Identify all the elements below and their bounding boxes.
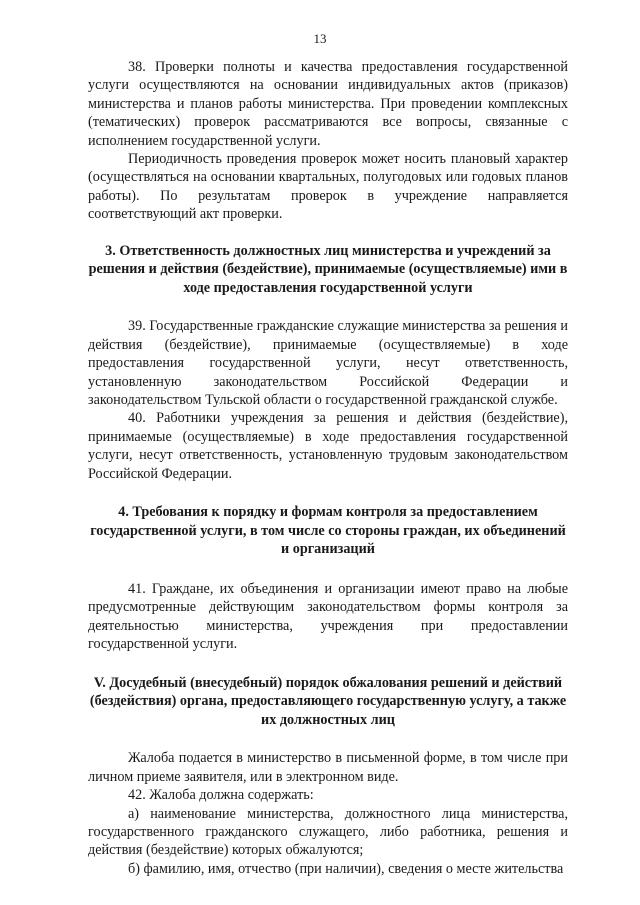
section-heading-4: 4. Требования к порядку и формам контроля за предоставлением государственной услуги, в том числе со стороны граждан, их объединений и организаций — [90, 504, 566, 558]
page-number: 13 — [313, 31, 327, 46]
paragraph-38-periodicity: Периодичность проведения проверок может носить плановый характер (осуществляться на основании квартальных, полугодовых или годовых планов работы). По результатам проверок в учреждение направляется соответствующий акт проверки. — [88, 151, 568, 223]
paragraph-42-b: б) фамилию, имя, отчество (при наличии), сведения о месте жительства — [128, 860, 564, 877]
section-heading-3: 3. Ответственность должностных лиц министерства и учреждений за решения и действия (бездействие), принимаемые (осуществляемые) ими в ходе предоставления государственной услуги — [88, 242, 568, 296]
paragraph-42: 42. Жалоба должна содержать: — [128, 787, 314, 804]
paragraph-40: 40. Работники учреждения за решения и действия (бездействие), принимаемые (осуществляемые) в ходе предоставления государственной услуги, несут ответственность, установленную трудовым законодательством Российской Федерации. — [88, 410, 568, 482]
paragraph-complaint: Жалоба подается в министерство в письменной форме, в том числе при личном приеме заявителя, или в электронном виде. — [88, 750, 568, 785]
paragraph-41: 41. Граждане, их объединения и организации имеют право на любые предусмотренные действующим законодательством формы контроля за деятельностью министерства, учреждения при предоставлении государственной услуги. — [88, 580, 568, 653]
paragraph-39: 39. Государственные гражданские служащие министерства за решения и действия (бездействие), принимаемые (осуществляемые) в ходе предоставления государственной услуги, несут ответственность, установленную законодательством Российской Федерации и законодательством Тульской области о государственной гражданской службе. — [88, 318, 568, 409]
paragraph-38: 38. Проверки полноты и качества предоставления государственной услуги осуществляются на основании индивидуальных актов (приказов) министерства и планов работы министерства. При проведении комплексных (тематических) проверок рассматриваются все вопросы, связанные с исполнением государственной услуги. — [88, 59, 568, 149]
paragraph-42-a: а) наименование министерства, должностного лица министерства, государственного гражданского служащего, либо работника, решения и действия (бездействие) которых обжалуются; — [88, 805, 568, 859]
section-heading-v: V. Досудебный (внесудебный) порядок обжалования решений и действий (бездействия) органа, предоставляющего государственную услугу, а также их должностных лиц — [89, 674, 567, 728]
document-body — [88, 58, 568, 878]
